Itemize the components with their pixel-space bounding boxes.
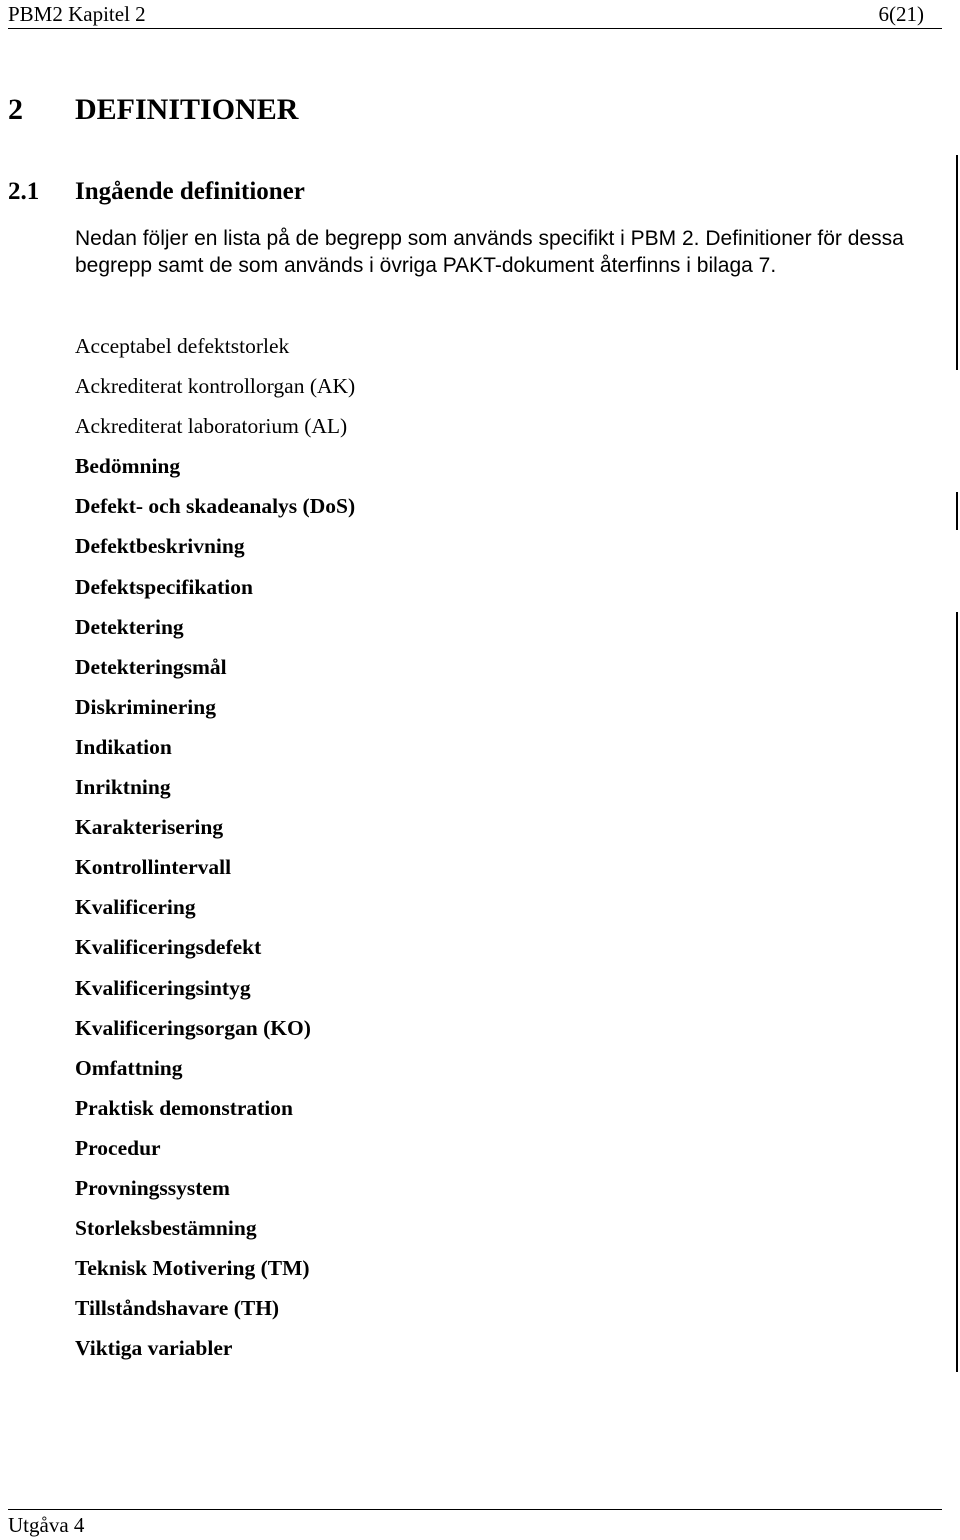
- term-item: Kvalificering: [75, 895, 196, 920]
- term-item: Detekteringsmål: [75, 654, 227, 679]
- term-item: Karakterisering: [75, 815, 224, 840]
- term-item: Kvalificeringsorgan (KO): [75, 1015, 311, 1040]
- term-item: Defekt- och skadeanalys (DoS): [75, 494, 356, 519]
- subsection-title: Ingående definitioner: [75, 178, 305, 205]
- term-item: Acceptabel defektstorlek: [75, 334, 290, 358]
- section-title: DEFINITIONER: [75, 93, 299, 126]
- intro-text: Nedan följer en lista på de begrepp som används specifikt i PBM 2. Definitioner för dessa begrepp samt de som används i övriga PAKT-dokument återfinns i bilaga 7.: [75, 227, 904, 277]
- subsection-number: 2.1: [8, 178, 40, 205]
- term-item: Storleksbestämning: [75, 1216, 257, 1241]
- term-item: Viktiga variabler: [75, 1336, 233, 1361]
- term-item: Tillståndshavare (TH): [75, 1296, 280, 1321]
- term-item: Kontrollintervall: [75, 855, 232, 880]
- page-number: 6(21): [878, 2, 924, 26]
- change-bar: [956, 492, 958, 530]
- term-item: Kvalificeringsintyg: [75, 975, 251, 1000]
- term-item: Ackrediterat kontrollorgan (AK): [75, 374, 356, 399]
- edition-label: Utgåva 4: [8, 1513, 85, 1537]
- term-item: Inriktning: [75, 775, 171, 800]
- term-item: Detektering: [75, 614, 184, 639]
- page-header: [8, 0, 942, 29]
- term-item: Provningssystem: [75, 1175, 230, 1200]
- section-number: 2: [8, 93, 23, 126]
- section-heading: [8, 93, 298, 127]
- intro-paragraph: [75, 225, 950, 279]
- term-item: Omfattning: [75, 1055, 183, 1080]
- term-item: Praktisk demonstration: [75, 1095, 293, 1120]
- page-footer: [8, 1509, 942, 1537]
- term-item: Defektbeskrivning: [75, 534, 245, 559]
- term-item: Procedur: [75, 1135, 161, 1160]
- term-item: Teknisk Motivering (TM): [75, 1256, 310, 1281]
- term-item: Defektspecifikation: [75, 574, 253, 599]
- term-list: [75, 330, 355, 1372]
- term-item: Bedömning: [75, 454, 181, 479]
- term-item: Diskriminering: [75, 694, 216, 719]
- term-item: Ackrediterat laboratorium (AL): [75, 414, 348, 439]
- change-bar: [956, 155, 958, 370]
- document-title: PBM2 Kapitel 2: [8, 2, 146, 26]
- subsection-heading: [8, 178, 305, 206]
- term-item: Indikation: [75, 734, 172, 759]
- change-bar: [956, 612, 958, 1372]
- term-item: Kvalificeringsdefekt: [75, 935, 262, 960]
